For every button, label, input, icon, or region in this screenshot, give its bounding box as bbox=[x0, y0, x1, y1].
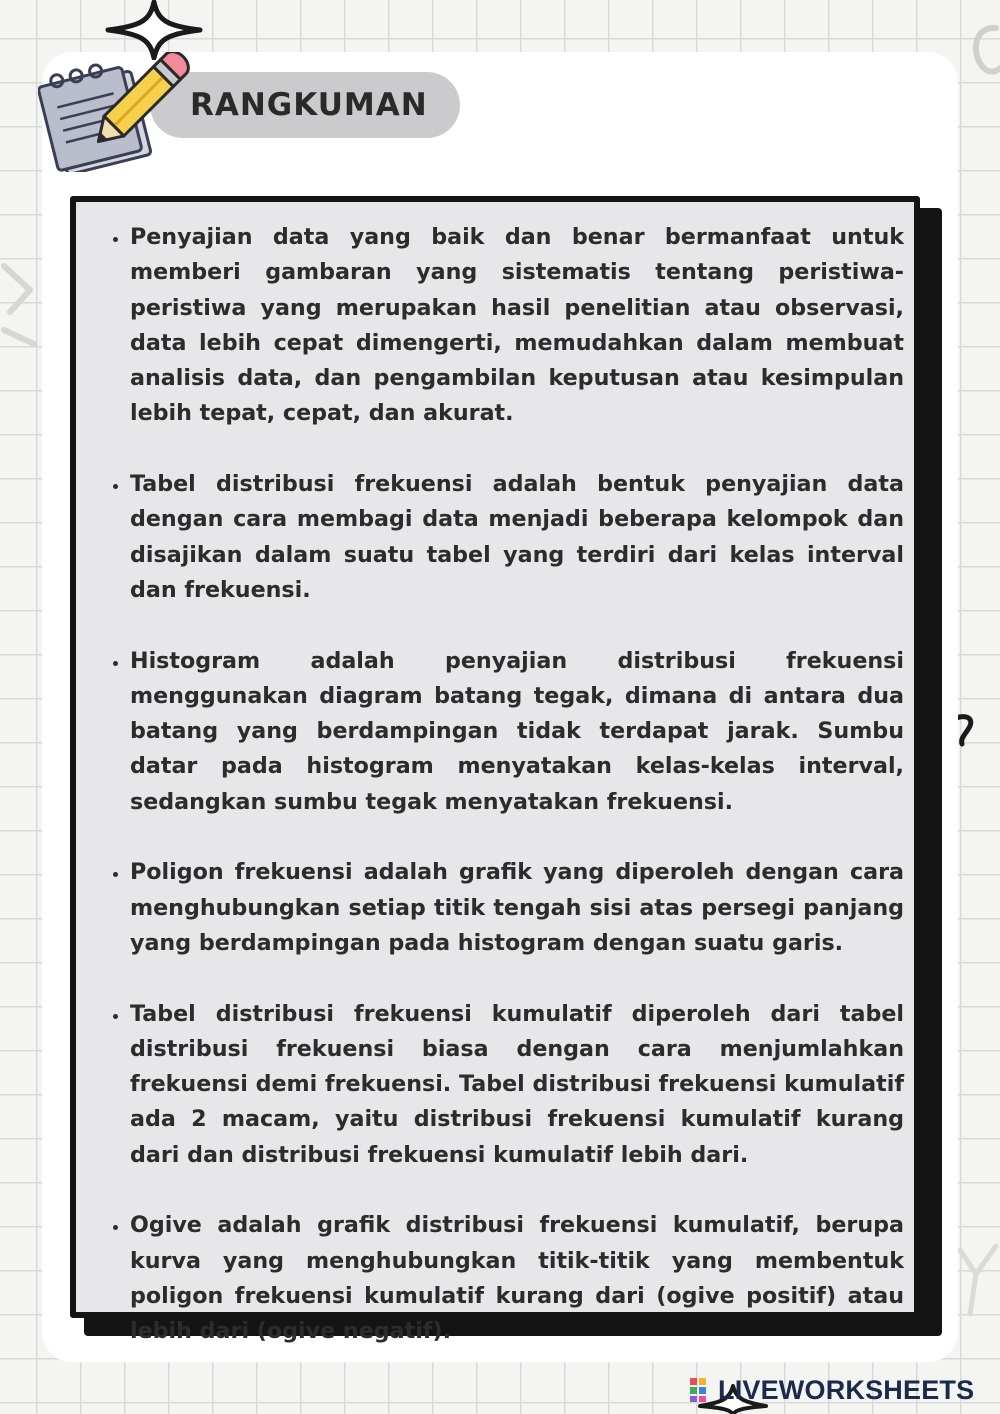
summary-item-ogive: • Ogive adalah grafik distribusi frekuensi kumulatif, berupa kurva yang menghubungkan titik-titik yang membentuk poligon frekuensi kumulatif kurang dari (ogive positif) atau lebih dari (ogive negatif). bbox=[130, 1208, 904, 1349]
summary-list bbox=[76, 202, 914, 1350]
curve-doodle-icon bbox=[962, 20, 1000, 80]
liveworksheets-logo-icon bbox=[690, 1378, 716, 1402]
summary-box bbox=[70, 196, 920, 1345]
summary-item-histogram: • Histogram adalah penyajian distribusi frekuensi menggunakan diagram batang tegak, dimana di antara dua batang yang berdampingan tidak terdapat jarak. Sumbu datar pada histogram menyatakan kelas-kelas interval, sedangkan sumbu tegak menyatakan frekuensi. bbox=[130, 644, 904, 820]
page-title: RANGKUMAN bbox=[190, 87, 428, 123]
liveworksheets-brand[interactable] bbox=[690, 1374, 990, 1406]
pencil-notepad-icon bbox=[38, 52, 198, 172]
summary-item-poligon: • Poligon frekuensi adalah grafik yang diperoleh dengan cara menghubungkan setiap titik tengah sisi atas persegi panjang yang berdampingan pada histogram dengan suatu garis. bbox=[130, 855, 904, 961]
summary-item-penyajian-data: • Penyajian data yang baik dan benar bermanfaat untuk memberi gambaran yang sistematis tentang peristiwa-peristiwa yang merupakan hasil penelitian atau observasi, data lebih cepat dimengerti, memudahkan dalam membuat analisis data, dan pengambilan keputusan atau kesimpulan lebih tepat, cepat, dan akurat. bbox=[130, 220, 904, 432]
brand-name: LIVEWORKSHEETS bbox=[718, 1375, 975, 1405]
summary-item-tabel-distribusi: • Tabel distribusi frekuensi adalah bentuk penyajian data dengan cara membagi data menjadi beberapa kelompok dan disajikan dalam suatu tabel yang terdiri dari kelas interval dan frekuensi. bbox=[130, 467, 904, 608]
summary-item-frekuensi-kumulatif: • Tabel distribusi frekuensi kumulatif diperoleh dari tabel distribusi frekuensi biasa dengan cara menjumlahkan frekuensi demi frekuensi. Tabel distribusi frekuensi kumulatif ada 2 macam, yaitu distribusi frekuensi kumulatif kurang dari dan distribusi frekuensi kumulatif lebih dari. bbox=[130, 997, 904, 1173]
sparkle-star-icon bbox=[104, 0, 204, 60]
